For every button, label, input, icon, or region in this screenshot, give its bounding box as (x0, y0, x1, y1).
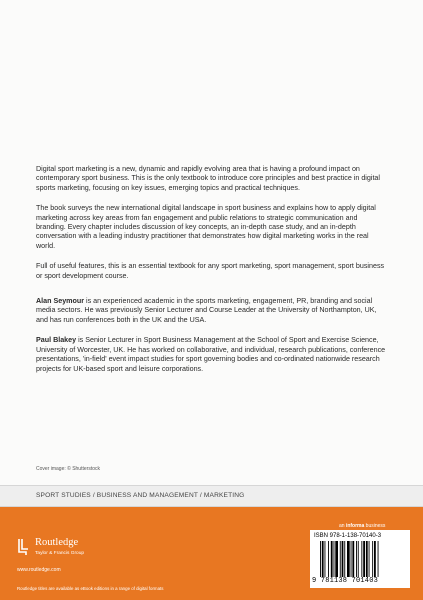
informa-business-label (339, 523, 385, 529)
blurb-paragraph-3: Full of useful features, this is an essential textbook for any sport marketing, sport management, sport business or sport development course. (36, 262, 385, 280)
publisher-group: Taylor & Francis Group (35, 551, 85, 556)
informa-prefix: an (339, 523, 346, 529)
blurb-paragraph-1: Digital sport marketing is a new, dynamic and rapidly evolving area that is having a profound impact on contemporary sport business. This is the only textbook to introduce core principles and best practice in digital sports marketing, focusing on key issues, emerging topics and practical techniques. (36, 165, 380, 192)
informa-brand: informa (345, 523, 365, 529)
author-bio-text-2: is Senior Lecturer in Sport Business Management at the School of Sport and Exercise Science, University of Worcester, UK. He has worked on collaborative, and individual, research publications, conference presentations, 'in-field' event impact studies for sport governing bodies and co-ordinated nationwide research projects for UK-based sport and leisure corporations. (36, 336, 386, 373)
author-bio-1 (36, 297, 388, 325)
barcode-icon (320, 541, 406, 577)
publisher-name: Routledge (35, 537, 79, 548)
barcode-number: 9 781138 701403 (312, 577, 379, 585)
informa-suffix: business (364, 523, 386, 529)
author-bio-2 (36, 336, 388, 374)
blurb-text (36, 165, 388, 385)
subject-categories: SPORT STUDIES / BUSINESS AND MANAGEMENT / MARKETING (36, 492, 245, 499)
routledge-logo-icon (17, 538, 29, 556)
publisher-website: www.routledge.com (17, 567, 61, 573)
isbn-label: ISBN 978-1-138-70140-3 (314, 533, 382, 539)
ebook-note: Routledge titles are available as eBook editions in a range of digital formats (17, 586, 164, 591)
cover-image-credit: Cover image: © Shutterstock (36, 466, 100, 472)
author-name-1: Alan Seymour (36, 297, 85, 306)
author-bio-text-1: is an experienced academic in the sports marketing, engagement, PR, branding and social media sectors. He was previously Senior Lecturer and Course Leader at the University of Northampton, UK, and has run conferences both in the UK and the USA. (36, 297, 377, 324)
author-name-2: Paul Blakey (36, 336, 77, 345)
subject-band (0, 485, 423, 507)
blurb-paragraph-2: The book surveys the new international digital landscape in sport business and explains how to apply digital marketing across key areas from fan engagement and public relations to strategic communication and branding. Every chapter includes discussion of key concepts, an in-depth case study, and an in-depth conversation with a leading industry practitioner that demonstrates how digital marketing works in the real world. (36, 204, 376, 250)
barcode-panel (310, 530, 410, 588)
